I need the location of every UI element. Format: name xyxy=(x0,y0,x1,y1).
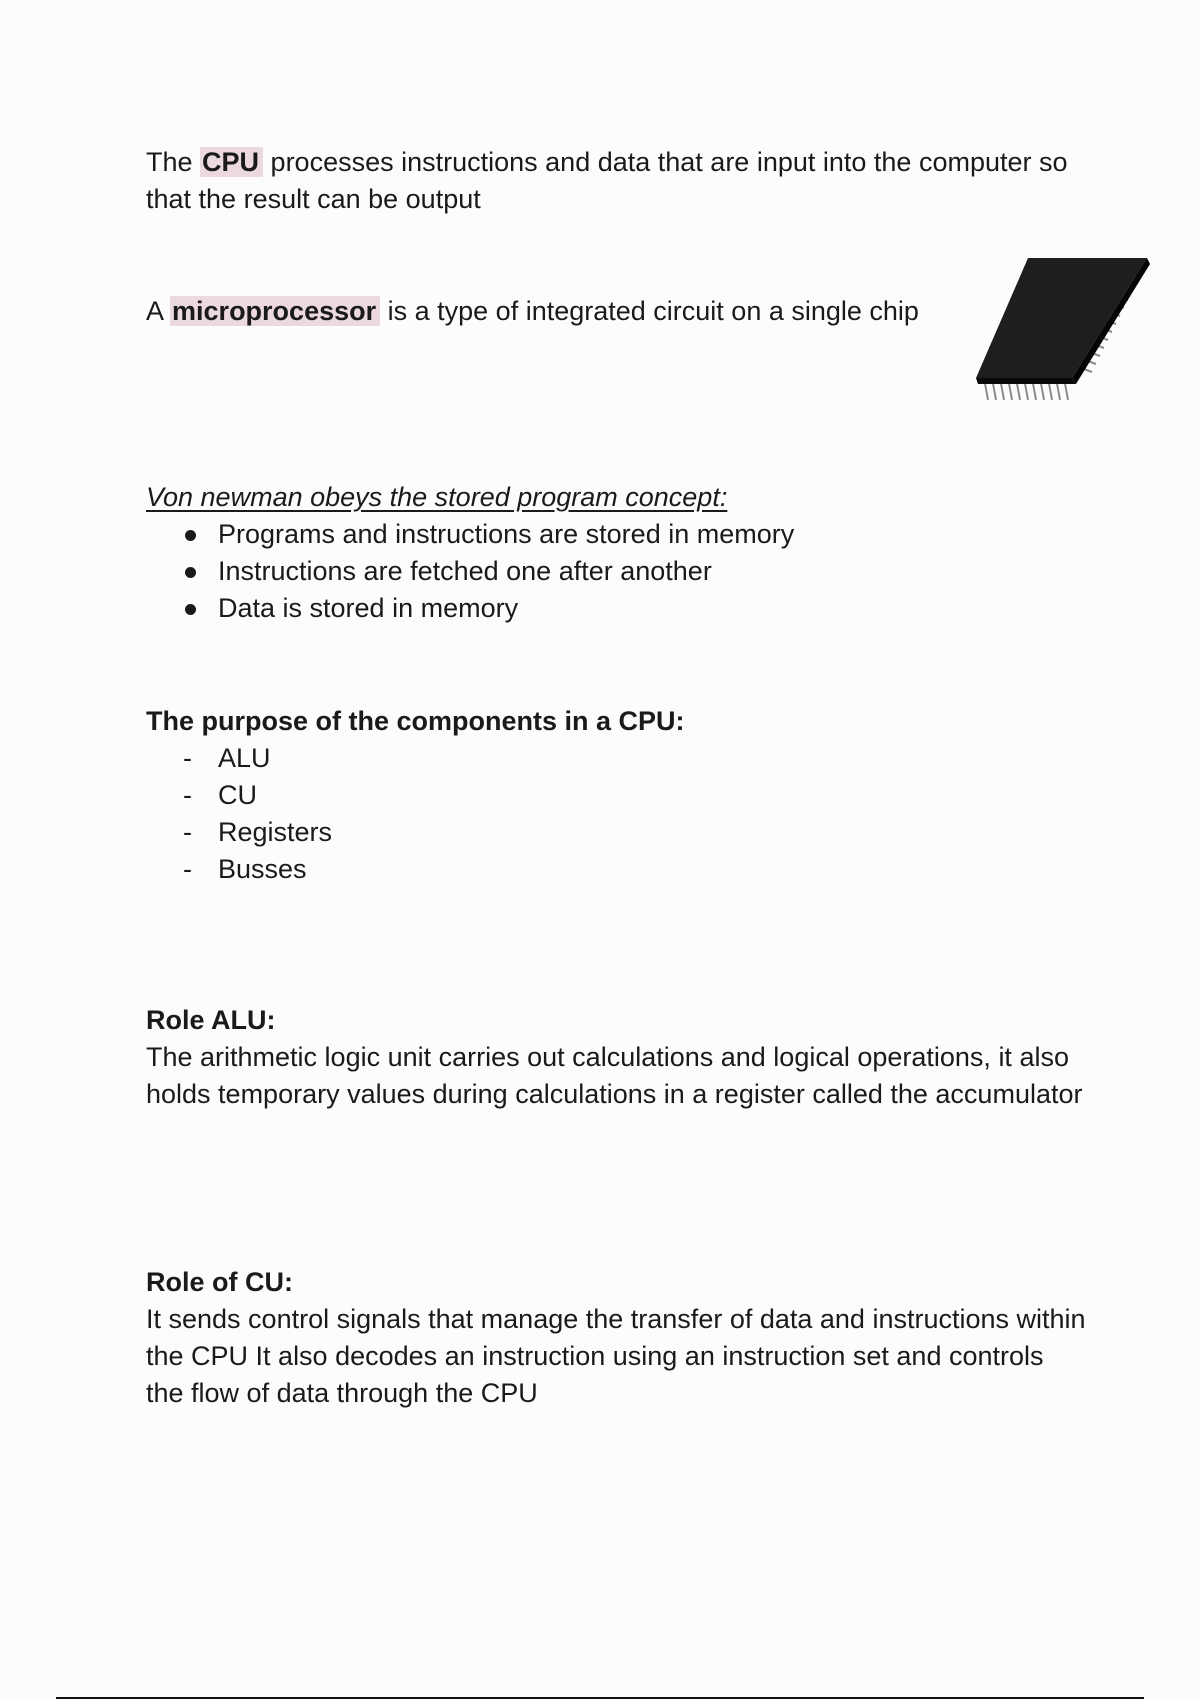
cpu-components-list xyxy=(146,740,1086,888)
list-item-text: Busses xyxy=(218,854,307,884)
microprocessor-definition-text: is a type of integrated circuit on a single chip xyxy=(380,296,919,326)
bullet-icon xyxy=(185,604,196,615)
bullet-icon xyxy=(185,530,196,541)
alu-role-text: The arithmetic logic unit carries out calculations and logical operations, it also holds temporary values during calculations in a register called the accumulator xyxy=(146,1042,1083,1109)
von-neumann-list xyxy=(146,516,1086,627)
list-item xyxy=(146,516,1086,553)
list-item-text: CU xyxy=(218,780,257,810)
list-item-text: Instructions are fetched one after another xyxy=(218,556,712,586)
cu-role-section xyxy=(146,1264,1086,1412)
chip-body xyxy=(976,258,1147,378)
cpu-components-heading: The purpose of the components in a CPU: xyxy=(146,706,685,736)
cpu-definition xyxy=(146,144,1086,218)
list-item xyxy=(146,814,1086,851)
list-item xyxy=(146,777,1086,814)
dash-marker-icon: - xyxy=(183,854,192,884)
von-neumann-heading: Von newman obeys the stored program concept: xyxy=(146,482,728,512)
microprocessor-definition xyxy=(146,293,1086,330)
list-item xyxy=(146,590,1086,627)
bullet-icon xyxy=(185,567,196,578)
alu-role-section xyxy=(146,1002,1086,1113)
list-item-text: ALU xyxy=(218,743,271,773)
footer-divider xyxy=(56,1697,1144,1699)
cu-role-heading: Role of CU: xyxy=(146,1267,293,1297)
list-item xyxy=(146,851,1086,888)
list-item xyxy=(146,553,1086,590)
cu-role-text: It sends control signals that manage the transfer of data and instructions within the CPU It also decodes an instruction using an instruction set and controls the flow of data through the CPU xyxy=(146,1304,1086,1408)
list-item xyxy=(146,740,1086,777)
list-item-text: Data is stored in memory xyxy=(218,593,519,623)
cpu-term-highlight: CPU xyxy=(200,147,263,177)
list-item-text: Registers xyxy=(218,817,333,847)
dash-marker-icon: - xyxy=(183,743,192,773)
cpu-definition-text: processes instructions and data that are input into the computer so that the result can be output xyxy=(146,147,1068,214)
cpu-definition-prefix: The xyxy=(146,147,201,177)
list-item-text: Programs and instructions are stored in memory xyxy=(218,519,795,549)
chip-base xyxy=(976,378,1076,384)
microchip-icon xyxy=(972,254,1162,406)
cpu-components-section xyxy=(146,703,1086,888)
microprocessor-term-highlight: microprocessor xyxy=(170,296,380,326)
microprocessor-definition-prefix: A xyxy=(146,296,171,326)
dash-marker-icon: - xyxy=(183,780,192,810)
dash-marker-icon: - xyxy=(183,817,192,847)
alu-role-heading: Role ALU: xyxy=(146,1005,276,1035)
von-neumann-section xyxy=(146,479,1086,627)
